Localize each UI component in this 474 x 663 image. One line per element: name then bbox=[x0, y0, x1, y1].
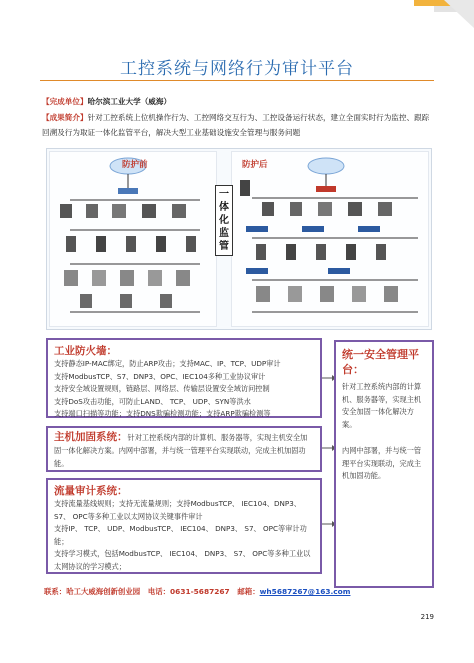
title-divider bbox=[40, 80, 434, 81]
before-panel bbox=[49, 151, 217, 327]
intro-tag: 【成果简介】 bbox=[42, 113, 88, 122]
after-panel bbox=[231, 151, 429, 327]
after-label: 防护后 bbox=[242, 160, 268, 170]
before-label: 防护前 bbox=[122, 160, 148, 170]
before-topology-illustration bbox=[50, 152, 216, 326]
host-heading: 主机加固系统： bbox=[54, 431, 128, 443]
email-label: 邮箱： bbox=[237, 587, 260, 596]
unit-line bbox=[42, 94, 434, 109]
firewall-line: 支持ModbusTCP、S7、DNP3、OPC、IEC104多种工业协议审计 bbox=[54, 371, 266, 381]
firewall-line: 支持端口扫描等功能；支持DNS欺骗检测功能；支持ARP欺骗检测等 bbox=[54, 409, 271, 418]
after-topology-illustration bbox=[232, 152, 428, 326]
host-text: 针对工控系统内部的计算机、服务器等，实现主机安全加固一体化解决方案。内网中部署，并与统一管理平台实现联动，完成主机加固功能。 bbox=[54, 433, 308, 468]
audit-line: 支持IP、 TCP、 UDP、ModbusTCP、 IEC104、 DNP3、 S7、 OPC等审计功能； bbox=[54, 524, 307, 546]
platform-text: 内网中部署，并与统一管理平台实现联动，完成主机加固功能。 bbox=[342, 446, 422, 480]
phone-label: 电话： bbox=[147, 587, 171, 596]
integrated-supervision-label: 一体化监管 bbox=[215, 185, 233, 256]
firewall-line: 支持DoS攻击功能，可防止LAND、 TCP、 UDP、SYN等洪水 bbox=[54, 396, 251, 406]
firewall-line: 支持静态IP-MAC绑定，防止ARP攻击；支持MAC、IP、TCP、UDP审计 bbox=[54, 359, 281, 368]
platform-heading: 统一安全管理平台： bbox=[342, 348, 419, 376]
firewall-heading: 工业防火墙： bbox=[54, 345, 117, 357]
audit-line: 支持学习模式，包括ModbusTCP、 IEC104、 DNP3、 S7、 OPC等多种工业以太网协议的学习模式； bbox=[54, 549, 311, 571]
audit-line: 支持流量基线规则；支持无流量规则；支持ModbusTCP、 IEC104、DNP3、 S7、 OPC等多种工业以太网协议关键事件审计 bbox=[54, 499, 301, 521]
host-hardening-paragraph bbox=[54, 431, 314, 470]
corner-decoration bbox=[404, 0, 474, 40]
phone-number: 0631-5687267 bbox=[170, 587, 230, 596]
audit-heading: 流量审计系统： bbox=[54, 485, 128, 497]
platform-text: 针对工控系统内部的计算机、服务器等，实现主机安全加固一体化解决方案。 bbox=[342, 382, 422, 429]
contact-line bbox=[44, 586, 350, 597]
unified-platform-box bbox=[334, 340, 434, 588]
firewall-line: 支持安全域设置规则，链路层、网络层、传输层设置安全域访问控制 bbox=[54, 384, 270, 393]
page-title: 工控系统与网络行为审计平台 bbox=[120, 59, 354, 79]
host-hardening-box bbox=[46, 426, 322, 472]
firewall-box bbox=[46, 338, 322, 418]
network-diagram bbox=[46, 148, 432, 330]
unit-tag: 【完成单位】 bbox=[42, 97, 88, 106]
intro-text: 针对工控系统上位机操作行为、工控网络交互行为、工控设备运行状态，建立全面实时行为监控、跟踪回溯及行为取证一体化监管平台，解决大型工业基础设施安全管理与服务问题 bbox=[42, 113, 430, 137]
contact-label: 联系： bbox=[44, 587, 67, 596]
unit-value: 哈尔滨工业大学（威海） bbox=[87, 97, 172, 106]
traffic-audit-box bbox=[46, 478, 322, 574]
page-number: 219 bbox=[420, 613, 434, 621]
intro-paragraph bbox=[42, 110, 434, 140]
contact-org: 哈工大威海创新创业园 bbox=[66, 587, 141, 596]
email-link[interactable]: wh5687267@163.com bbox=[259, 587, 351, 596]
